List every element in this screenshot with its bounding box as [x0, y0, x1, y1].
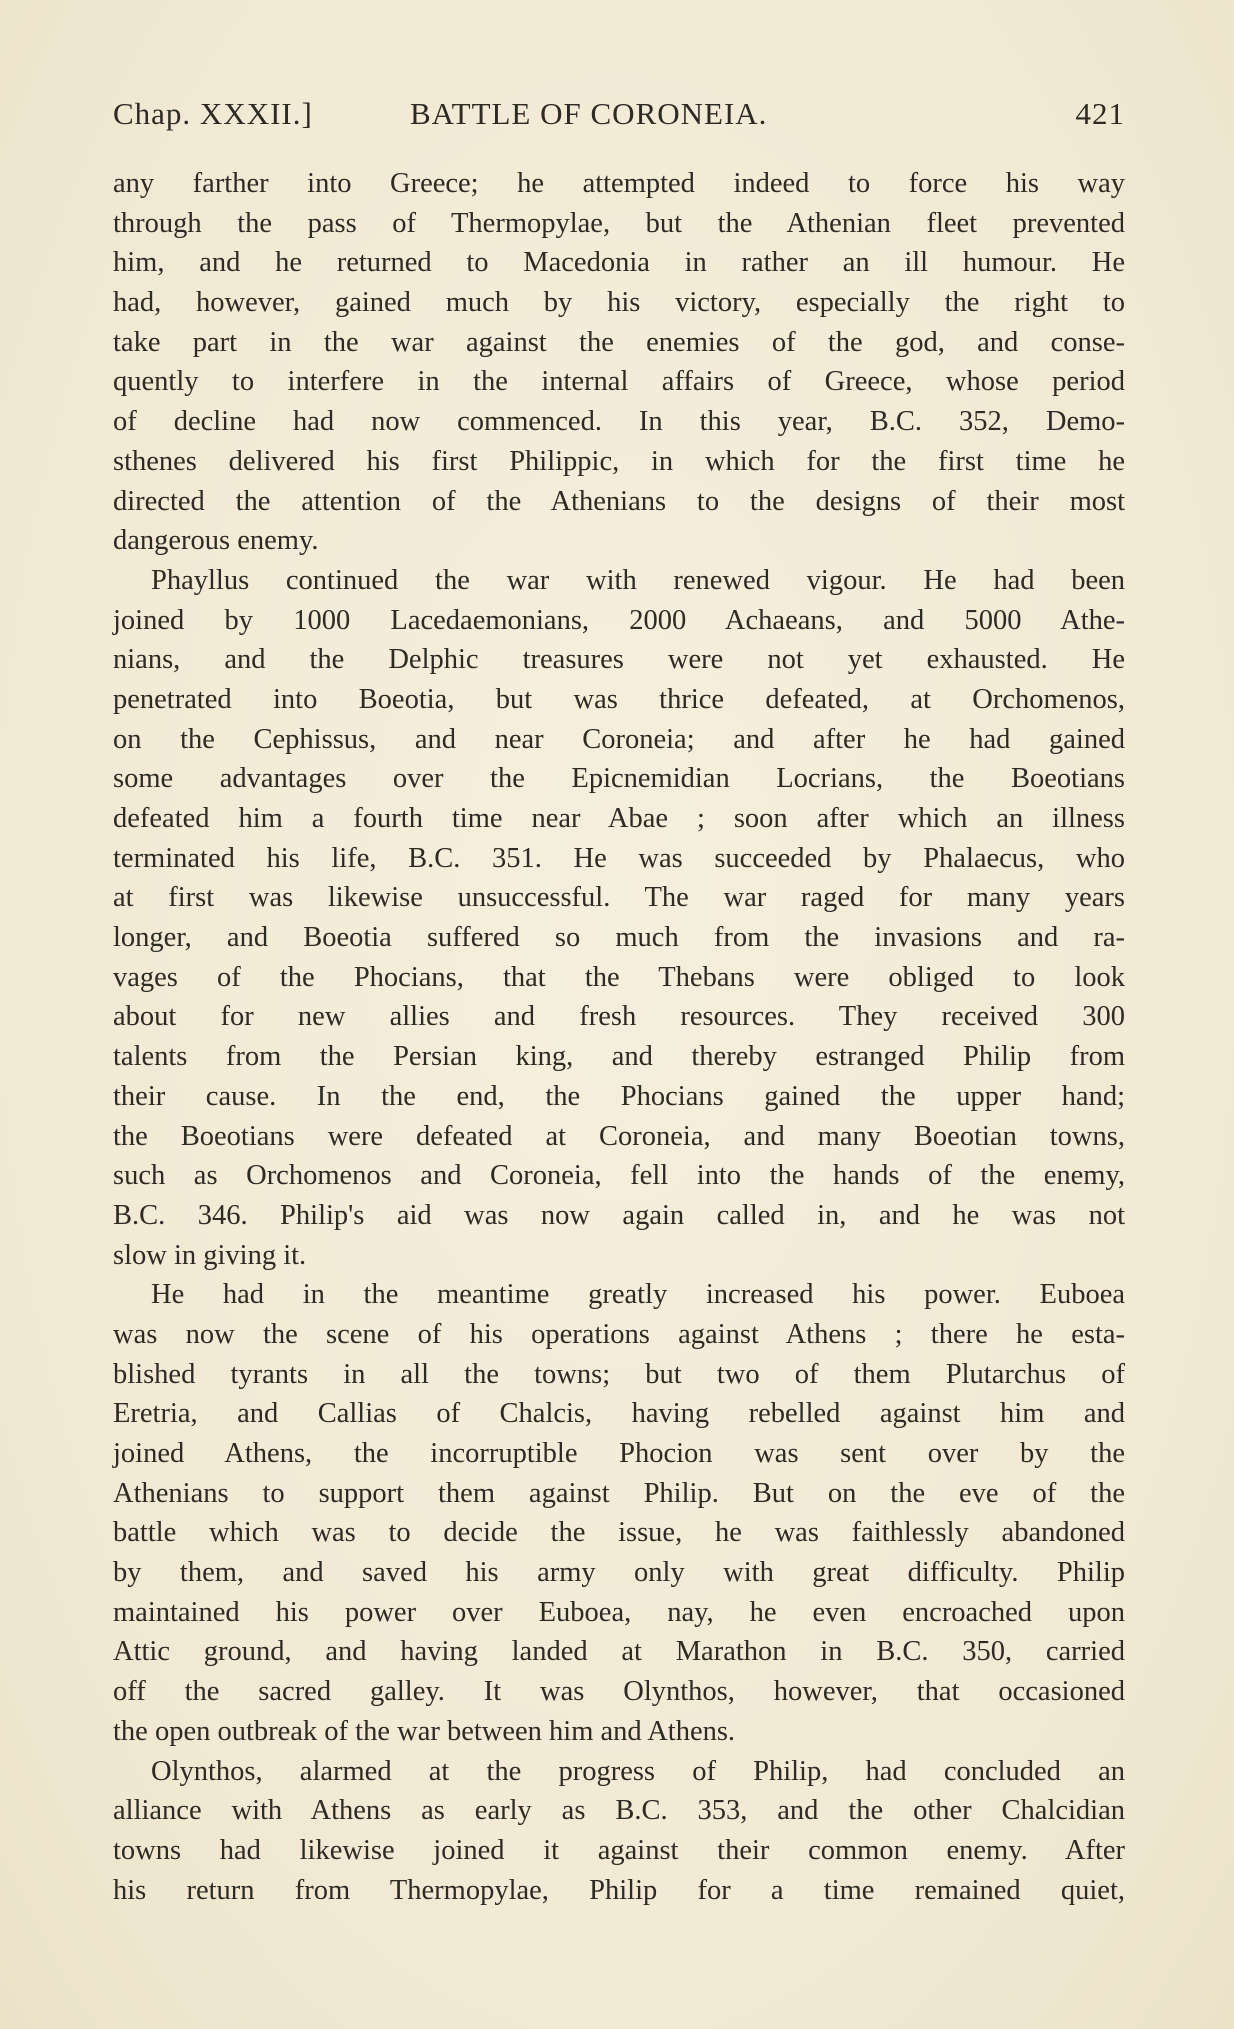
text-line: blished tyrants in all the towns; but two of them Plutarchus of [113, 1358, 1125, 1390]
running-header [113, 96, 1125, 146]
text-line: penetrated into Boeotia, but was thrice defeated, at Orchomenos, [113, 683, 1125, 715]
text-line: slow in giving it. [113, 1239, 307, 1271]
text-line: some advantages over the Epicnemidian Locrians, the Boeotians [113, 763, 1125, 795]
text-line: was now the scene of his operations against Athens ; there he esta- [113, 1318, 1125, 1350]
text-line: towns had likewise joined it against their common enemy. After [113, 1834, 1125, 1866]
text-line: defeated him a fourth time near Abae ; soon after which an illness [113, 803, 1125, 834]
chapter-label: Chap. XXXII.] [113, 96, 313, 131]
text-line: nians, and the Delphic treasures were not yet exhausted. He [113, 644, 1125, 676]
text-line: the open outbreak of the war between him and Athens. [113, 1715, 736, 1747]
text-line: joined Athens, the incorruptible Phocion was sent over by the [113, 1438, 1125, 1469]
text-line: him, and he returned to Macedonia in rather an ill humour. He [113, 247, 1125, 279]
text-line: longer, and Boeotia suffered so much from the invasions and ra- [113, 922, 1125, 954]
text-line: take part in the war against the enemies of the god, and conse- [113, 326, 1125, 358]
text-line: at first was likewise unsuccessful. The war raged for many years [113, 882, 1125, 914]
text-line: alliance with Athens as early as B.C. 353, and the other Chalcidian [113, 1795, 1125, 1827]
text-line: vages of the Phocians, that the Thebans were obliged to look [113, 961, 1125, 993]
text-line: their cause. In the end, the Phocians gained the upper hand; [113, 1080, 1125, 1112]
text-line: off the sacred galley. It was Olynthos, however, that occasioned [113, 1676, 1125, 1708]
text-line: the Boeotians were defeated at Coroneia, and many Boeotian towns, [113, 1120, 1125, 1152]
text-line: Phayllus continued the war with renewed vigour. He had been [151, 564, 1125, 596]
text-line: about for new allies and fresh resources. They received 300 [113, 1001, 1125, 1033]
text-line: Athenians to support them against Philip. But on the eve of the [113, 1477, 1125, 1509]
text-line: of decline had now commenced. In this year, B.C. 352, Demo- [113, 406, 1125, 438]
text-line: maintained his power over Euboea, nay, he even encroached upon [113, 1596, 1125, 1628]
text-line: his return from Thermopylae, Philip for a time remained quiet, [113, 1874, 1125, 1906]
text-line: He had in the meantime greatly increased his power. Euboea [151, 1279, 1125, 1311]
text-line: joined by 1000 Lacedaemonians, 2000 Achaeans, and 5000 Athe- [113, 604, 1125, 636]
text-line: sthenes delivered his first Philippic, in which for the first time he [113, 445, 1125, 477]
page-number: 421 [1075, 96, 1125, 131]
text-line: Olynthos, alarmed at the progress of Philip, had concluded an [151, 1755, 1125, 1787]
body-text [113, 164, 1125, 1910]
text-line: by them, and saved his army only with great difficulty. Philip [113, 1557, 1125, 1589]
text-line: through the pass of Thermopylae, but the Athenian fleet prevented [113, 207, 1125, 239]
text-line: such as Orchomenos and Coroneia, fell into the hands of the enemy, [113, 1160, 1125, 1192]
page-title: BATTLE OF CORONEIA. [410, 96, 768, 131]
text-line: talents from the Persian king, and thereby estranged Philip from [113, 1041, 1125, 1073]
text-line: Attic ground, and having landed at Marathon in B.C. 350, carried [113, 1636, 1125, 1668]
text-line: Eretria, and Callias of Chalcis, having rebelled against him and [113, 1398, 1125, 1430]
text-line: terminated his life, B.C. 351. He was succeeded by Phalaecus, who [113, 842, 1125, 874]
text-line: directed the attention of the Athenians to the designs of their most [113, 485, 1125, 517]
text-line: any farther into Greece; he attempted indeed to force his way [113, 168, 1125, 199]
text-line: B.C. 346. Philip's aid was now again called in, and he was not [113, 1199, 1125, 1231]
text-line: quently to interfere in the internal affairs of Greece, whose period [113, 366, 1125, 398]
text-line: dangerous enemy. [113, 525, 319, 557]
text-line: battle which was to decide the issue, he was faithlessly abandoned [113, 1517, 1125, 1549]
text-line: on the Cephissus, and near Coroneia; and after he had gained [113, 723, 1125, 755]
text-line: had, however, gained much by his victory, especially the right to [113, 287, 1125, 319]
